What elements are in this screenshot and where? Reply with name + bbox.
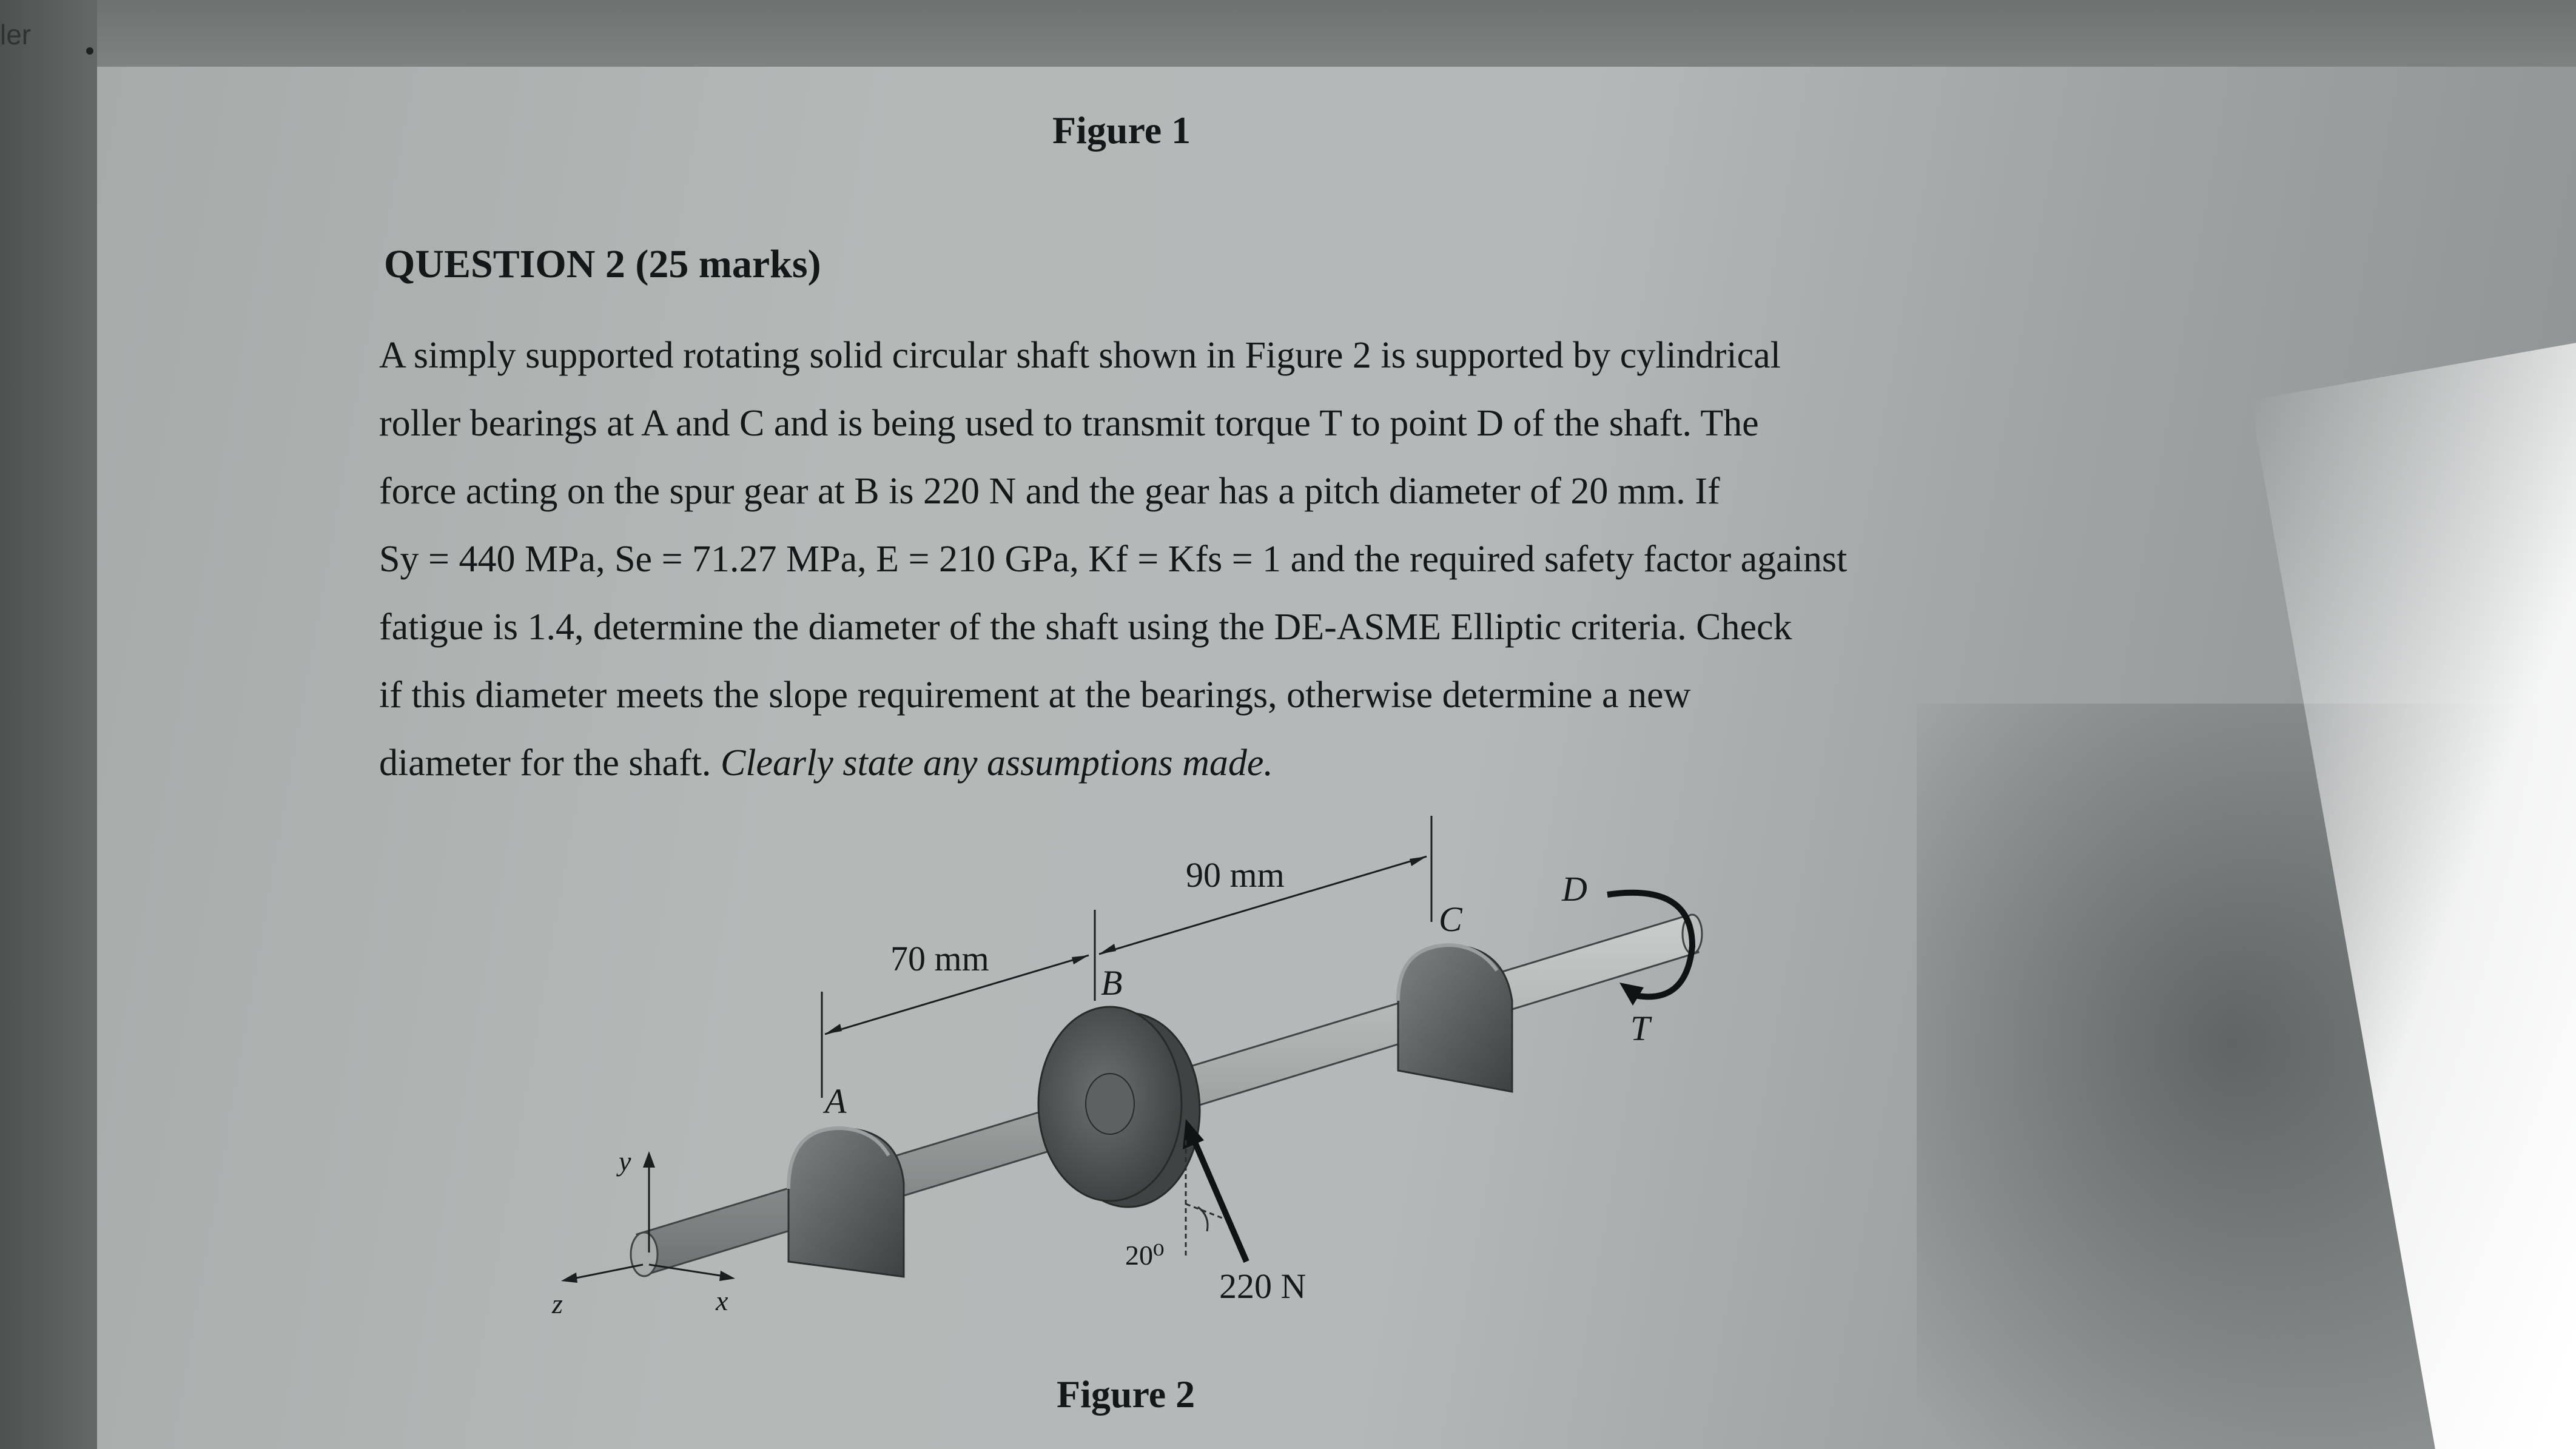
dim-arrow-ab-right <box>1072 955 1089 964</box>
question-line-7-italic: Clearly state any assumptions made. <box>720 742 1273 784</box>
label-c: C <box>1439 899 1462 939</box>
axis-z-arrow <box>561 1272 577 1283</box>
dim-label-bc: 90 mm <box>1186 855 1285 895</box>
dim-arrow-ab-left <box>825 1024 842 1034</box>
angle-label: 20⁰ <box>1125 1240 1165 1271</box>
spur-gear-b <box>1038 1007 1200 1207</box>
figure1-caption: Figure 1 <box>1052 109 1191 152</box>
dim-arrow-bc-left <box>1099 944 1116 954</box>
dim-label-ab: 70 mm <box>890 939 989 978</box>
label-a: A <box>825 1081 847 1121</box>
question-line-6: if this diameter meets the slope requirement at the bearings, otherwise determine a new <box>379 674 1691 716</box>
question-line-7-plain: diameter for the shaft. <box>379 742 721 784</box>
question-line-5: fatigue is 1.4, determine the diameter of the shaft using the DE-ASME Elliptic criteria. Check <box>379 607 1792 648</box>
app-label: ler <box>0 19 32 50</box>
axis-z-line <box>567 1265 643 1280</box>
bearing-c <box>1398 945 1512 1092</box>
bearing-a <box>789 1128 904 1277</box>
question-line-4: Sy = 440 MPa, Se = 71.27 MPa, E = 210 GPa, Kf = Kfs = 1 and the required safety factor against <box>379 539 1848 580</box>
dim-arrow-bc-right <box>1410 856 1427 866</box>
axis-y-label: y <box>619 1146 631 1177</box>
force-arrow-line <box>1189 1128 1246 1262</box>
question-line-3: force acting on the spur gear at B is 220 N and the gear has a pitch diameter of 20 mm. If <box>379 471 1720 512</box>
question-line-2: roller bearings at A and C and is being used to transmit torque T to point D of the shaft. The <box>379 403 1759 444</box>
question-line-1: A simply supported rotating solid circular shaft shown in Figure 2 is supported by cylindrical <box>379 335 1781 376</box>
question-title: QUESTION 2 (25 marks) <box>384 242 821 286</box>
label-t: T <box>1630 1009 1650 1048</box>
axis-z-label: z <box>552 1288 563 1319</box>
force-angle-arc <box>1198 1207 1208 1231</box>
axis-y-arrow <box>643 1151 655 1168</box>
axis-x-label: x <box>716 1285 728 1316</box>
figure2-caption: Figure 2 <box>1057 1373 1196 1416</box>
shaft-end-left <box>631 1232 657 1276</box>
axis-x-arrow <box>719 1271 735 1281</box>
force-label: 220 N <box>1219 1266 1306 1306</box>
label-b: B <box>1101 963 1123 1003</box>
label-d: D <box>1562 869 1587 909</box>
